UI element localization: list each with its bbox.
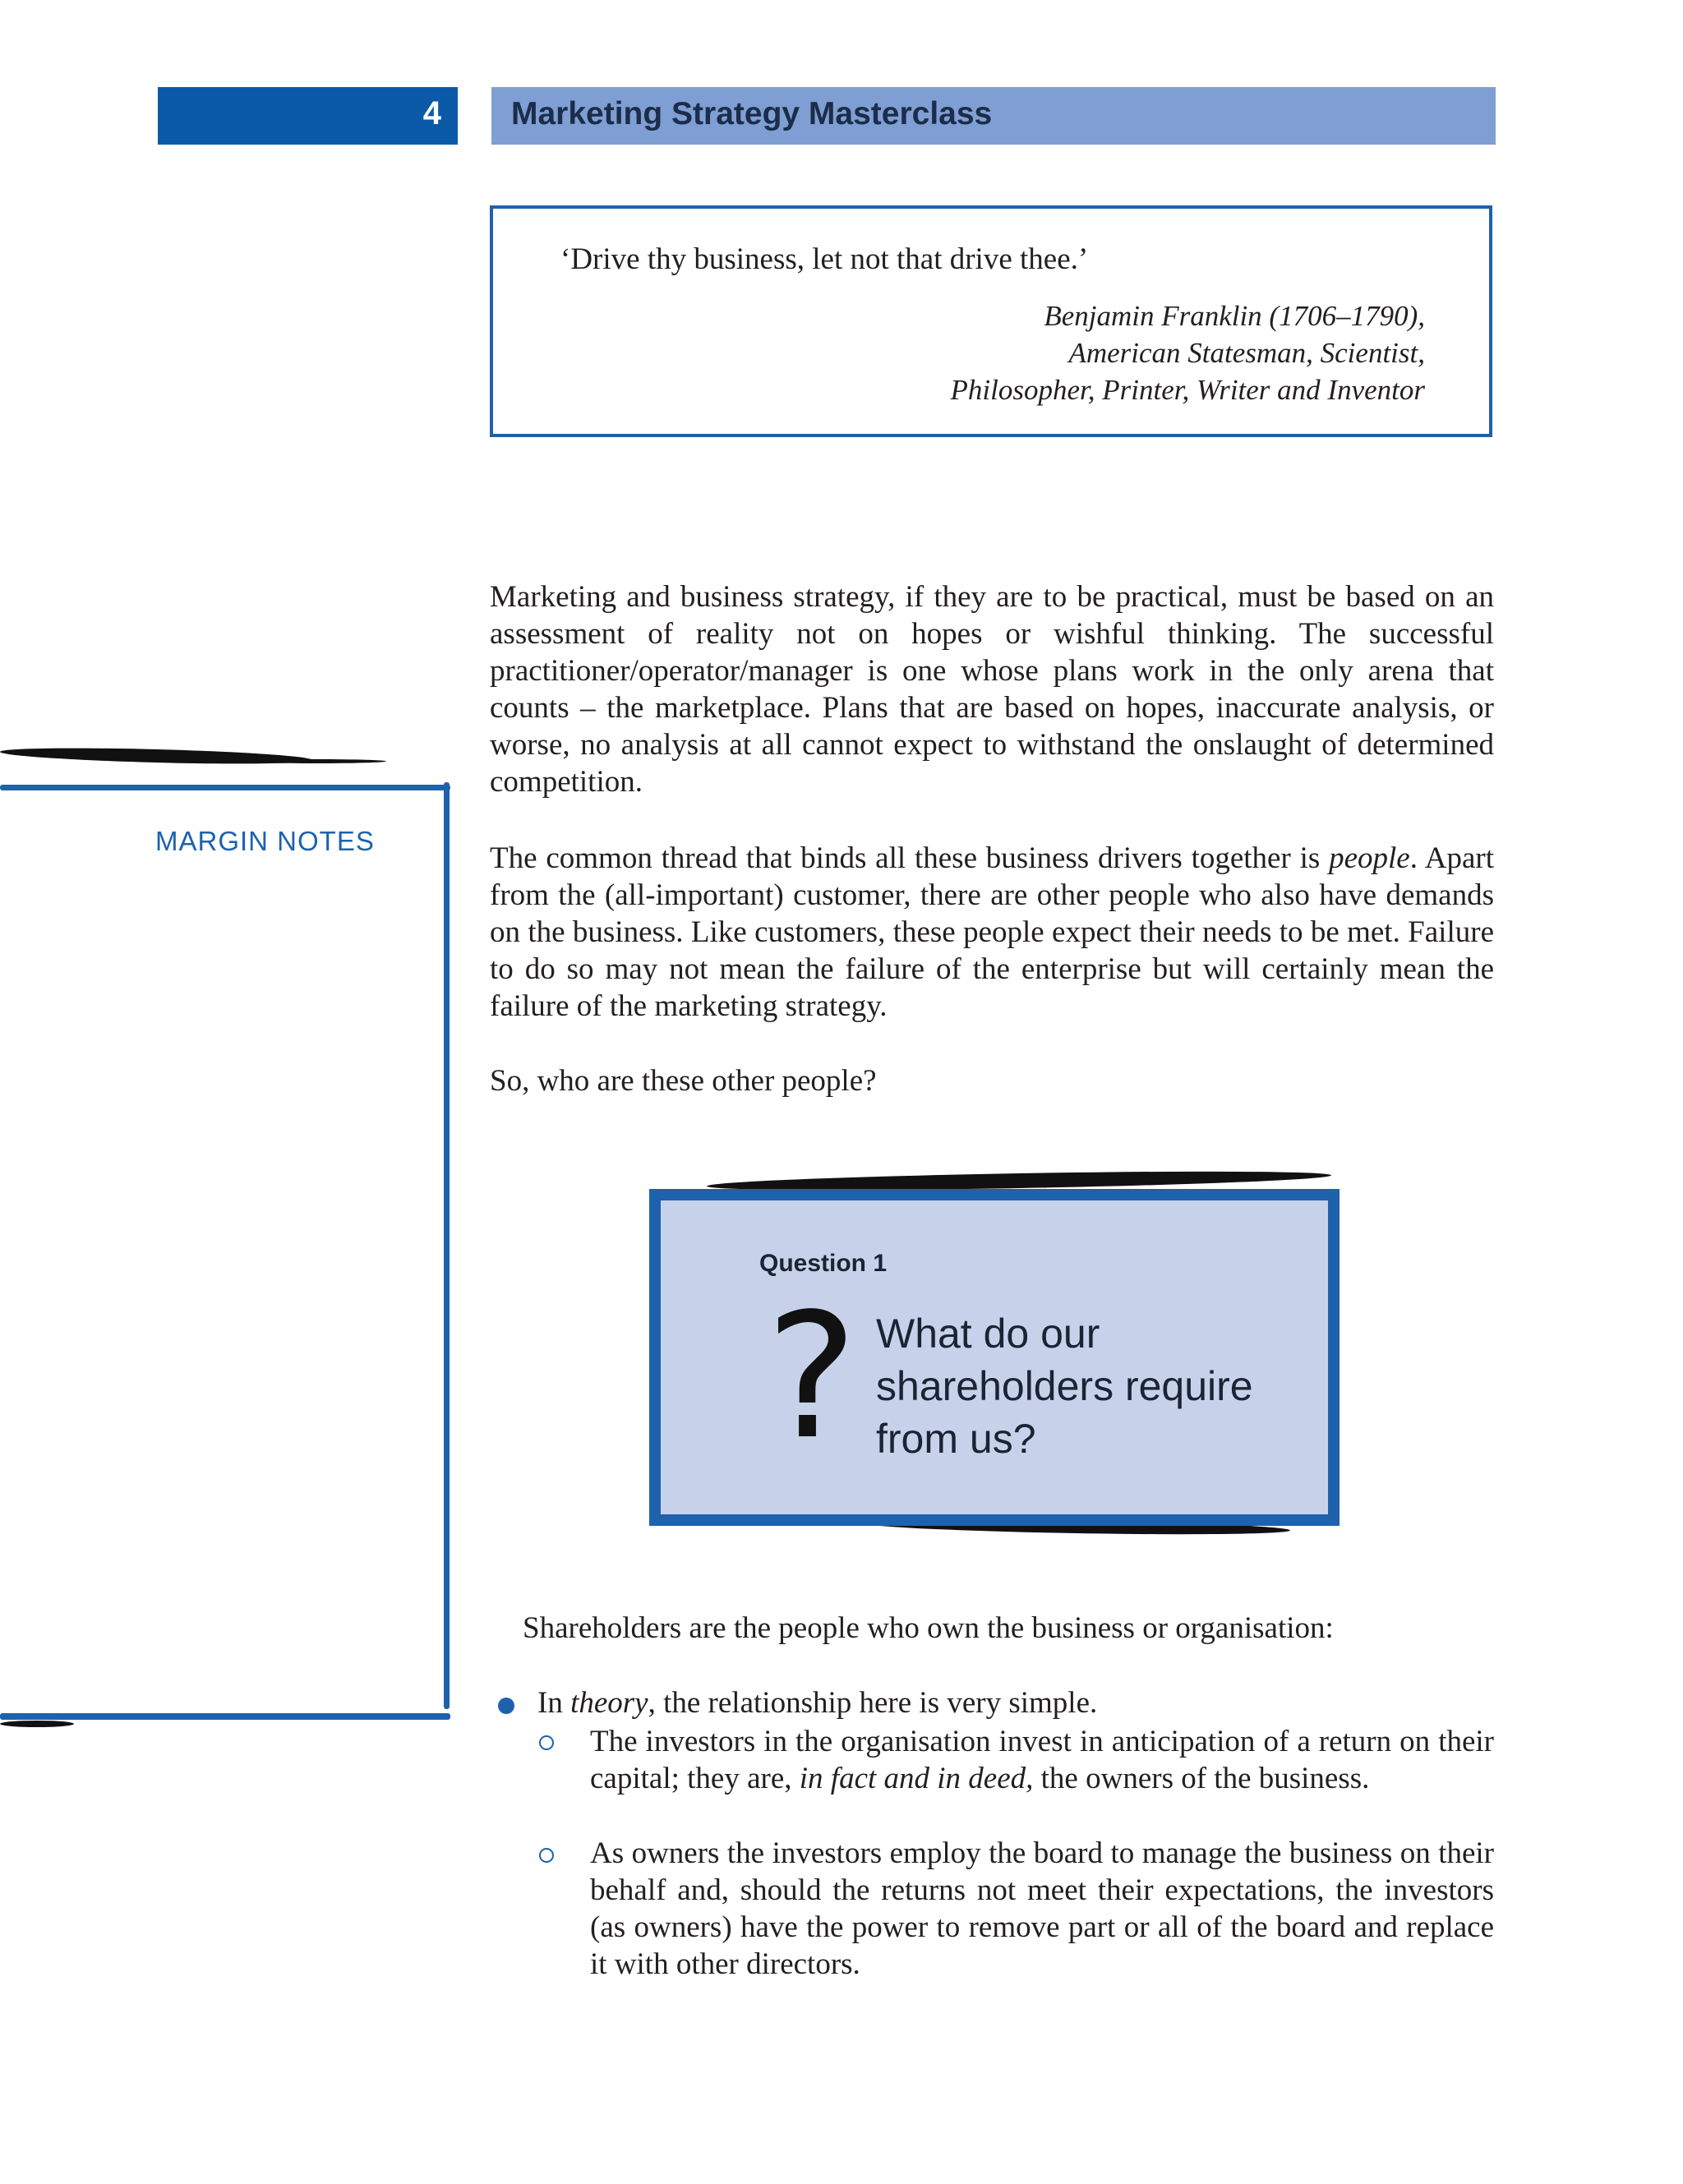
margin-notes-top-border bbox=[0, 785, 450, 790]
attribution-line: Philosopher, Printer, Writer and Inventor bbox=[950, 374, 1425, 406]
text-run: The common thread that binds all these business drivers together is bbox=[490, 841, 1330, 875]
text-run: the owners of the business. bbox=[1033, 1762, 1370, 1795]
body-paragraph: So, who are these other people? bbox=[490, 1064, 877, 1098]
margin-notes-bottom-border bbox=[0, 1713, 450, 1720]
book-title: Marketing Strategy Masterclass bbox=[511, 96, 993, 131]
margin-notes-right-border bbox=[444, 782, 450, 1709]
sub-bullet-icon bbox=[539, 1848, 554, 1863]
sub-bullet-item: As owners the investors employ the board to manage the business on their behalf and, should the returns not meet their expectations, the investors (as owners) have the power to remove part or all of the board and replace it with other directors. bbox=[590, 1836, 1494, 1981]
attribution-line: American Statesman, Scientist, bbox=[1068, 337, 1425, 369]
epigraph-quote: ‘Drive thy business, let not that drive thee.’ bbox=[560, 242, 1089, 276]
brush-stroke-top-tail bbox=[247, 759, 386, 763]
page-number: 4 bbox=[422, 95, 441, 131]
page-number-bar bbox=[158, 87, 458, 145]
text-run: In bbox=[537, 1686, 571, 1720]
question-number: Question 1 bbox=[759, 1250, 888, 1277]
epigraph-box bbox=[490, 205, 1492, 437]
question-box bbox=[649, 1189, 1339, 1526]
section-intro: Shareholders are the people who own the business or organisation: bbox=[523, 1611, 1334, 1645]
sub-bullet-icon bbox=[539, 1735, 554, 1750]
attribution-line: Benjamin Franklin (1706–1790), bbox=[1044, 300, 1425, 332]
text-run: The investors in the organisation invest in anticipation of a return on their capital; they are, bbox=[590, 1725, 1494, 1795]
epigraph-attribution bbox=[951, 297, 1425, 408]
text-run: . Apart from the (all-important) customer, there are other people who also have demands on the business. Like customers, these people expect their needs to be met. Failure to do so may not mean the failure of the enterprise but will certainly mean the failure of the marketing strategy. bbox=[490, 841, 1494, 1023]
running-title-bar bbox=[491, 87, 1496, 145]
brush-stroke-top bbox=[0, 745, 312, 767]
sub-bullet-item bbox=[590, 1723, 1494, 1797]
question-mark-icon: ? bbox=[766, 1276, 858, 1477]
question-text: What do our shareholders require from us? bbox=[876, 1311, 1253, 1462]
emphasis: in fact and in deed, bbox=[799, 1762, 1034, 1795]
bullet-icon bbox=[498, 1698, 514, 1714]
brush-stroke-bottom bbox=[0, 1721, 74, 1727]
emphasis: theory bbox=[570, 1686, 648, 1720]
bullet-item bbox=[537, 1685, 1097, 1721]
text-run: , the relationship here is very simple. bbox=[648, 1686, 1098, 1720]
emphasis: people bbox=[1329, 841, 1410, 875]
margin-notes-heading: MARGIN NOTES bbox=[155, 826, 375, 856]
body-paragraph bbox=[490, 840, 1494, 1025]
body-paragraph: Marketing and business strategy, if they are to be practical, must be based on an assessment of reality not on hopes or wishful thinking. The successful practitioner/operator/manager is one whose plans work in the only arena that counts – the marketplace. Plans that are based on hopes, inaccurate analysis, or worse, no analysis at all cannot expect to withstand the onslaught of determined competition. bbox=[490, 580, 1494, 799]
